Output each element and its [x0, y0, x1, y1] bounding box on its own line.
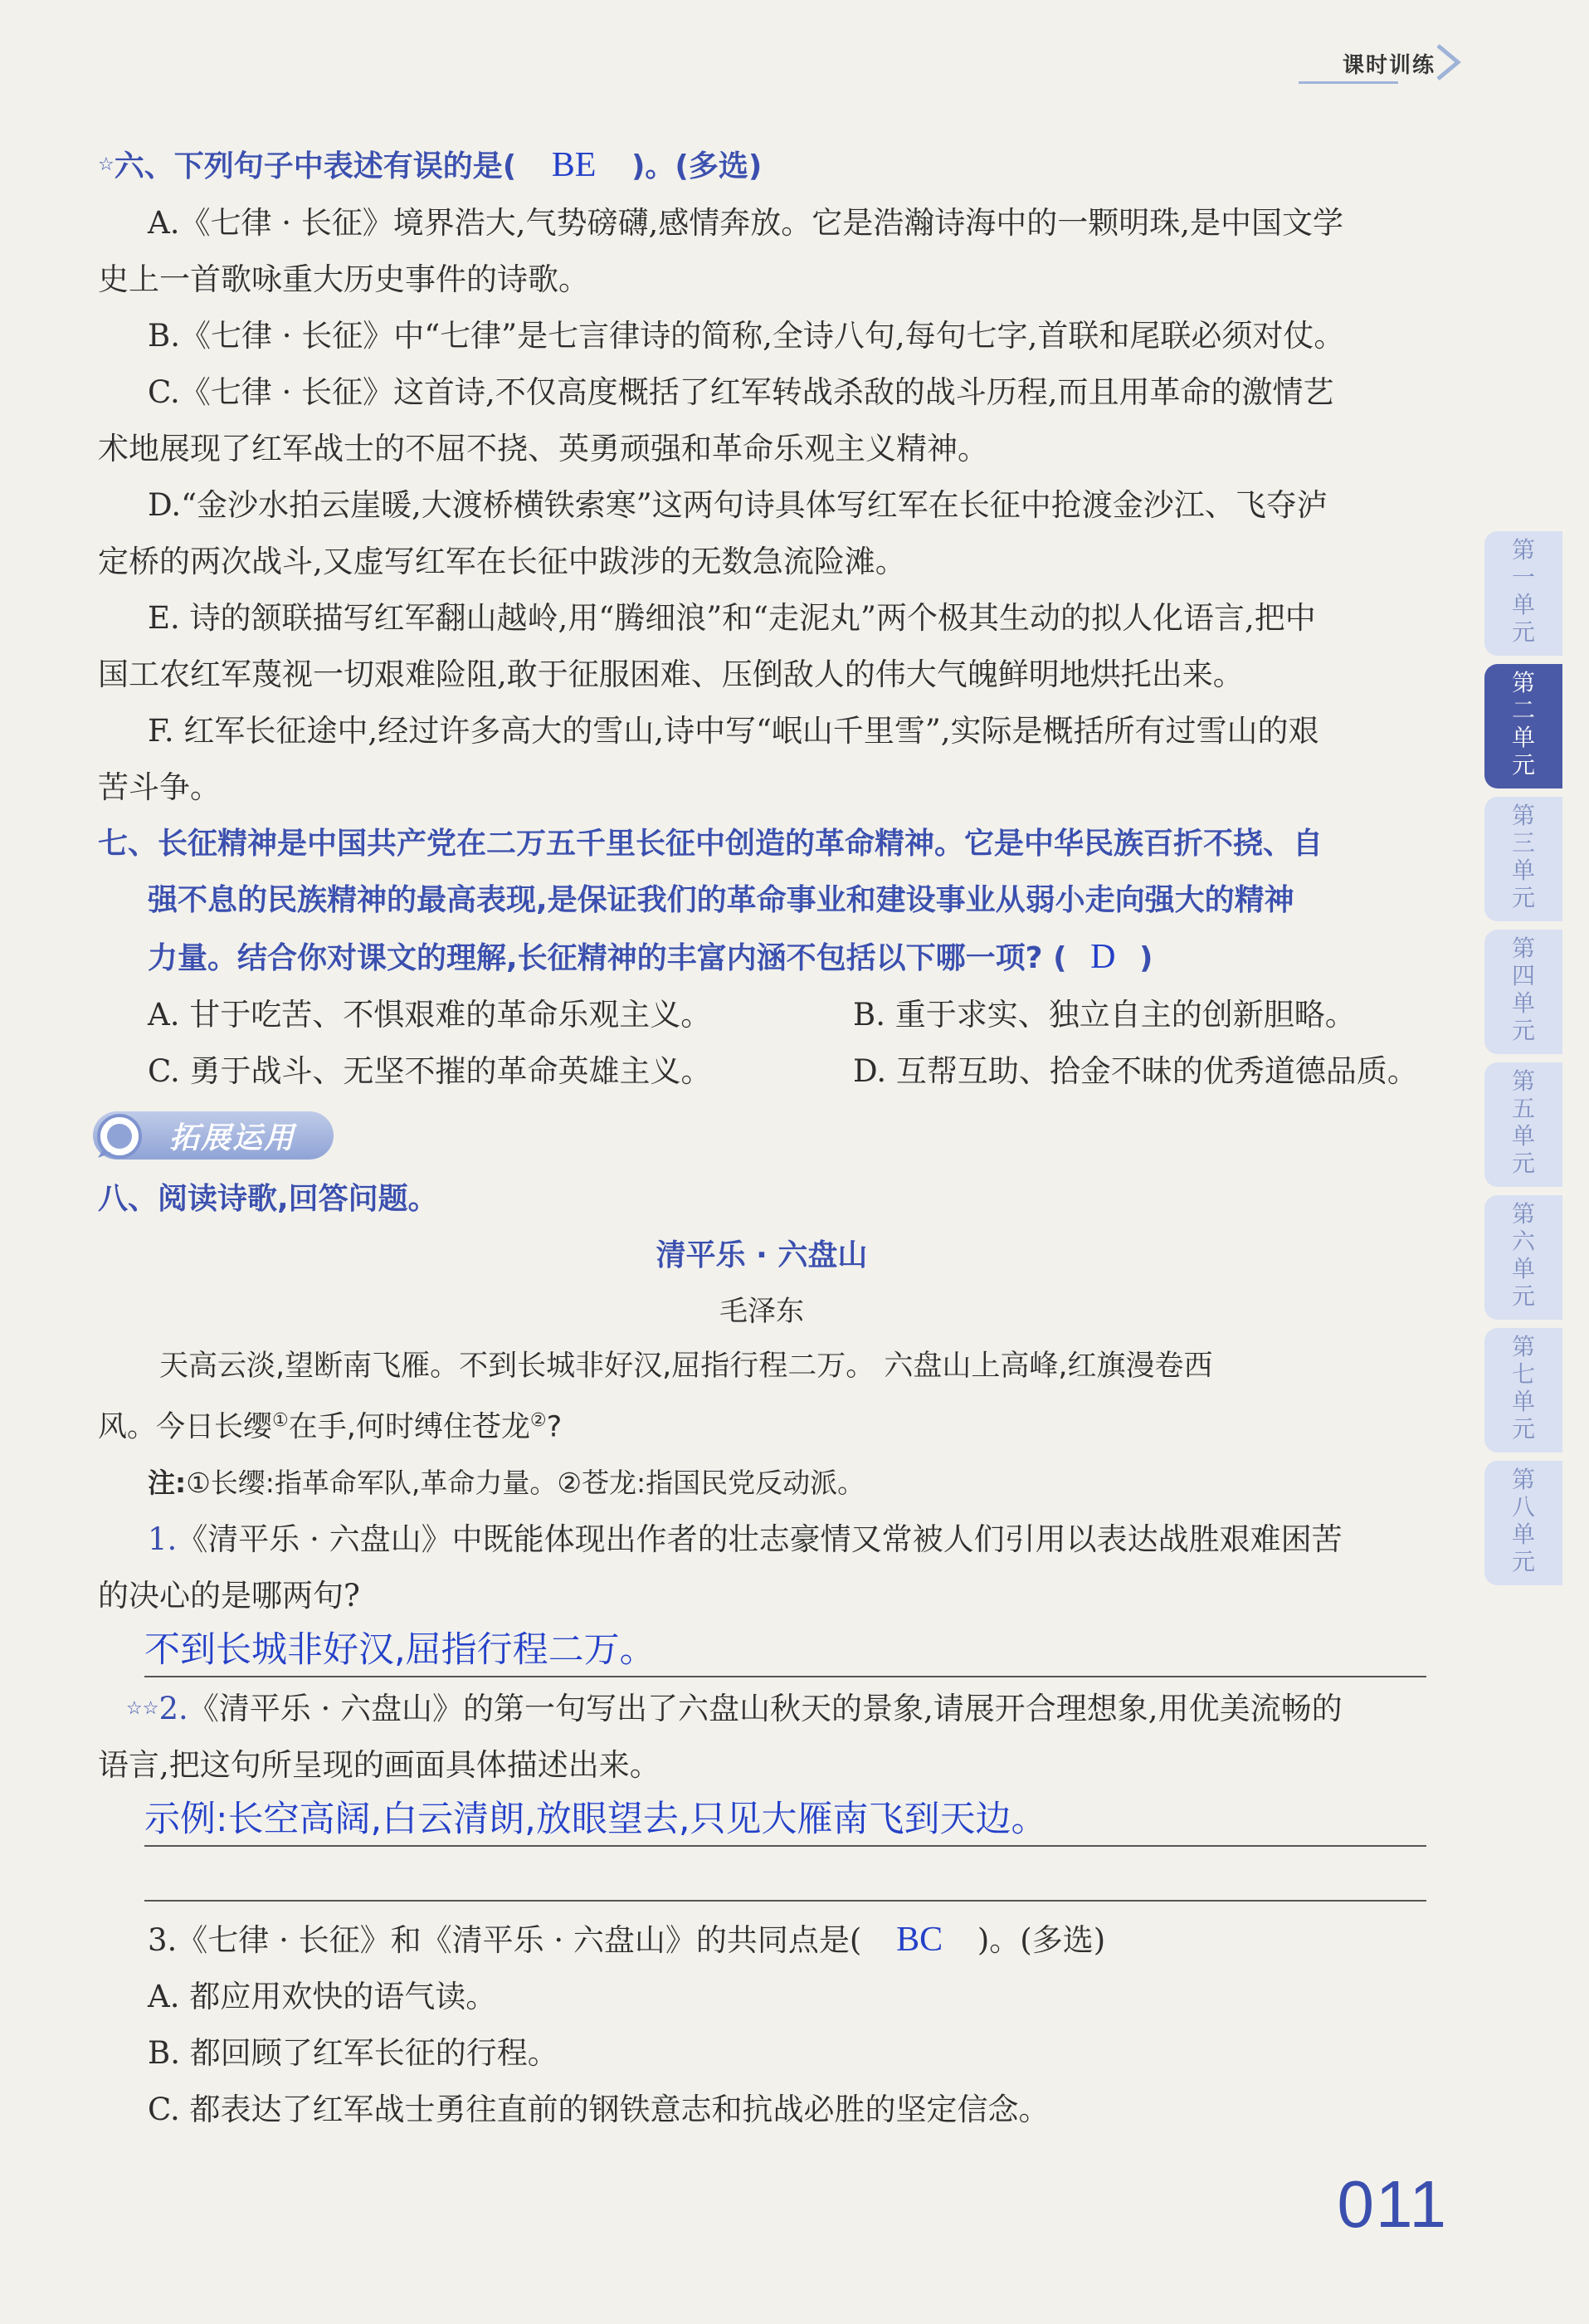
sub3-stem [98, 1911, 1426, 1969]
q7-answer: D [1090, 938, 1116, 976]
q6-option-c-line2: 术地展现了红军战士的不屈不挠、英勇顽强和革命乐观主义精神。 [98, 431, 988, 466]
q6-option-b: B.《七律 · 长征》中“七律”是七言律诗的简称,全诗八句,每句七字,首联和尾联必须对仗。 [148, 318, 1345, 354]
answer-rule-1 [144, 1676, 1426, 1677]
page-number: 011 [1337, 2167, 1448, 2241]
footnote-mark-2: ② [529, 1410, 547, 1431]
unit-tab-6[interactable]: 第 六 单 元 [1484, 1195, 1562, 1320]
poem-title: 清平乐 · 六盘山 [656, 1238, 868, 1272]
q7-option-a: A. 甘于吃苦、不惧艰难的革命乐观主义。 [148, 997, 712, 1033]
sub3-answer: BC [896, 1920, 943, 1959]
header-label: 课时训练 [1342, 53, 1435, 78]
q7-stem-line1: 七、长征精神是中国共产党在二万五千里长征中创造的革命精神。它是中华民族百折不挠、自 [98, 827, 1323, 861]
q7-stem-line3-pre: 力量。结合你对课文的理解,长征精神的丰富内涵不包括以下哪一项? ( [148, 941, 1067, 975]
sub2-line2: 语言,把这句所呈现的画面具体描述出来。 [98, 1746, 660, 1783]
q6-stem [98, 137, 1426, 195]
poem-note [98, 1455, 1426, 1511]
q6-option-e-line2: 国工农红军蔑视一切艰难险阻,敢于征服困难、压倒敌人的伟大气魄鲜明地烘托出来。 [98, 657, 1244, 692]
unit-tab-2[interactable]: 第 二 单 元 [1484, 664, 1562, 788]
sub2-line1 [98, 1681, 1426, 1737]
sub3-option-b: B. 都回顾了红军长征的行程。 [148, 2034, 558, 2071]
poem-line2-b: 在手,何时缚住苍龙 [288, 1410, 530, 1444]
q6-stem-post: )。(多选) [631, 149, 763, 183]
q6-option-c-line1: C.《七律 · 长征》这首诗,不仅高度概括了红军转战杀敌的战斗历程,而且用革命的激情艺 [148, 374, 1334, 410]
q6-option-a-line1: A.《七律 · 长征》境界浩大,气势磅礴,感情奔放。它是浩瀚诗海中的一颗明珠,是中国文学 [148, 205, 1344, 241]
note-label: 注: [148, 1466, 187, 1499]
answer-rule-3 [144, 1900, 1426, 1902]
unit-tab-5[interactable]: 第 五 单 元 [1484, 1062, 1562, 1187]
header-underline [1299, 81, 1398, 84]
q6-option-d-line2: 定桥的两次战斗,又虚写红军在长征中跋涉的无数急流险滩。 [98, 544, 906, 579]
unit-tab-3[interactable]: 第 三 单 元 [1484, 797, 1562, 921]
sub3-option-c: C. 都表达了红军战士勇往直前的钢铁意志和抗战必胜的坚定信念。 [148, 2091, 1050, 2127]
unit-tab-7[interactable]: 第 七 单 元 [1484, 1328, 1562, 1452]
poem-author: 毛泽东 [719, 1295, 804, 1328]
sub1-line1 [98, 1511, 1426, 1568]
sub1-text-1: 《清平乐 · 六盘山》中既能体现出作者的壮志豪情又常被人们引用以表达战胜艰难困苦 [177, 1521, 1343, 1557]
q7-stem-line2: 强不息的民族精神的最高表现,是保证我们的革命事业和建设事业从弱小走向强大的精神 [148, 883, 1294, 917]
sub2-number: 2. [158, 1690, 188, 1726]
unit-tab-8[interactable]: 第 八 单 元 [1484, 1461, 1562, 1585]
poem-line2-a: 风。今日长缨 [98, 1410, 273, 1444]
sub2-answer: 示例:长空高阔,白云清朗,放眼望去,只见大雁南飞到天边。 [144, 1798, 1047, 1840]
chevron-right-icon [1431, 42, 1465, 83]
unit-tab-4[interactable]: 第 四 单 元 [1484, 930, 1562, 1054]
sub1-line2: 的决心的是哪两句? [98, 1577, 360, 1614]
section-badge [98, 1105, 1426, 1171]
sub2-text-1: 《清平乐 · 六盘山》的第一句写出了六盘山秋天的景象,请展开合理想象,用优美流畅的 [188, 1690, 1343, 1726]
q7-stem-line3-post: ) [1138, 941, 1153, 975]
q6-option-e-line1: E. 诗的颔联描写红军翻山越岭,用“腾细浪”和“走泥丸”两个极其生动的拟人化语言,把中 [148, 600, 1316, 636]
star-icon: ☆ [98, 154, 115, 175]
q7-option-d: D. 互帮互助、拾金不昧的优秀道德品质。 [853, 1053, 1418, 1089]
sub3-option-a: A. 都应用欢快的语气读。 [148, 1978, 497, 2014]
section-badge-label: 拓展运用 [169, 1121, 296, 1155]
sub1-number: 1. [148, 1521, 178, 1557]
unit-tabs [1484, 531, 1562, 1594]
q7-option-c: C. 勇于战斗、无坚不摧的革命英雄主义。 [148, 1053, 712, 1089]
poem-line1: 天高云淡,望断南飞雁。不到长城非好汉,屈指行程二万。 六盘山上高峰,红旗漫卷西 [159, 1350, 1213, 1383]
poem-line2-c: ? [546, 1410, 563, 1444]
q7-options-row2 [98, 1043, 1426, 1100]
page-content [98, 137, 1426, 2138]
q6-option-f-line2: 苦斗争。 [98, 769, 221, 805]
footnote-mark-1: ① [272, 1410, 289, 1431]
q6-answer: BE [551, 146, 597, 184]
q6-option-f-line1: F. 红军长征途中,经过许多高大的雪山,诗中写“岷山千里雪”,实际是概括所有过雪山的艰 [148, 713, 1319, 749]
q6-option-d-line1: D.“金沙水拍云崖暖,大渡桥横铁索寒”这两句诗具体写红军在长征中抢渡金沙江、飞夺泸 [148, 487, 1328, 523]
double-star-icon: ☆☆ [126, 1697, 159, 1719]
poem-line2 [98, 1394, 1426, 1455]
sub3-stem-pre: 3.《七律 · 长征》和《清平乐 · 六盘山》的共同点是( [148, 1921, 862, 1958]
q7-option-b: B. 重于求实、独立自主的创新胆略。 [853, 997, 1356, 1033]
q8-stem: 八、阅读诗歌,回答问题。 [98, 1182, 438, 1216]
unit-tab-1[interactable]: 第 一 单 元 [1484, 531, 1562, 656]
q7-stem-line3 [98, 929, 1426, 987]
q6-stem-pre: 六、下列句子中表述有误的是( [114, 149, 517, 183]
q6-option-a-line2: 史上一首歌咏重大历史事件的诗歌。 [98, 261, 589, 297]
sub3-stem-post: )。(多选) [977, 1921, 1106, 1958]
q7-options-row1 [98, 987, 1426, 1043]
note-text: ①长缨:指革命军队,革命力量。②苍龙:指国民党反动派。 [186, 1466, 865, 1499]
sub1-answer: 不到长城非好汉,屈指行程二万。 [144, 1628, 656, 1671]
speech-bubble-icon [96, 1113, 143, 1160]
